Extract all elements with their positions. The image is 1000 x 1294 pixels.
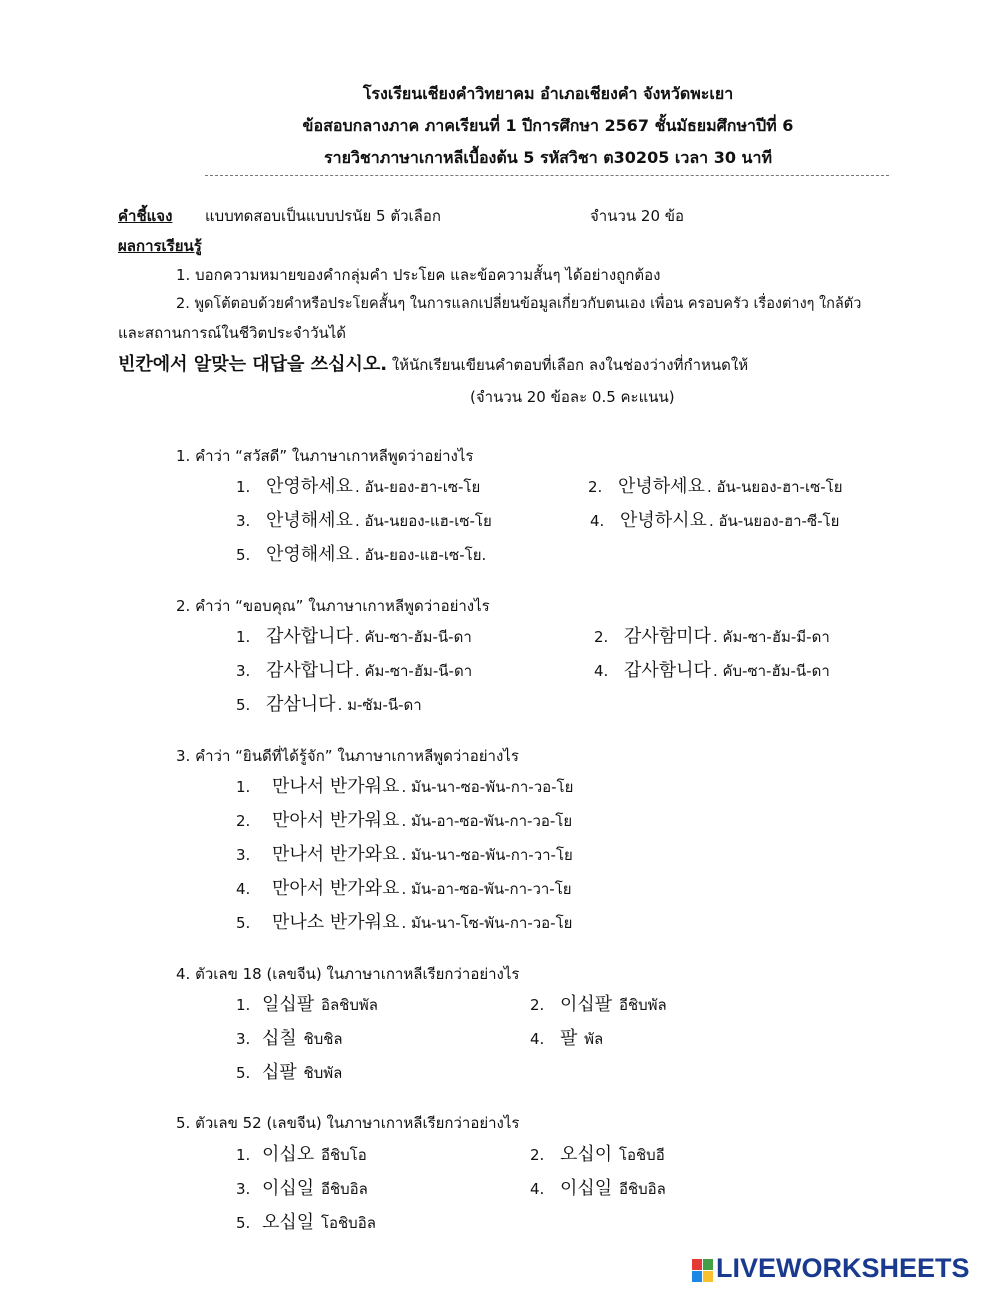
option-thai: . มัน-นา-ซอ-พัน-กา-วอ-โย — [401, 778, 574, 796]
option-number: 5. — [236, 1064, 251, 1082]
q1-option-5[interactable] — [236, 540, 486, 567]
option-number: 2. — [530, 996, 545, 1014]
option-number: 3. — [236, 846, 251, 864]
option-thai: . คับ-ซา-ฮัม-นี-ดา — [354, 628, 472, 646]
instructions-text: แบบทดสอบเป็นแบบปรนัย 5 ตัวเลือก — [205, 207, 441, 225]
outcomes-label: ผลการเรียนรู้ — [118, 237, 202, 255]
option-number: 5. — [236, 546, 251, 564]
school-name: โรงเรียนเชียงคำวิทยาคม อำเภอเชียงคำ จังหวัดพะเยา — [362, 84, 734, 103]
outcome-2: 2. พูดโต้ตอบด้วยคำหรือประโยคสั้นๆ ในการแลกเปลี่ยนข้อมูลเกี่ยวกับตนเอง เพื่อน ครอบครัว เรื่องต่างๆ ใกล้ตัว — [176, 296, 862, 312]
question-1: 1. คำว่า “สวัสดี” ในภาษาเกาหลีพูดว่าอย่างไร — [176, 447, 474, 465]
option-number: 5. — [236, 914, 251, 932]
q1-option-2[interactable] — [588, 472, 843, 499]
subject-line: รายวิชาภาษาเกาหลีเบื้องต้น 5 รหัสวิชา ต30205 เวลา 30 นาที — [323, 148, 773, 167]
question-5: 5. ตัวเลข 52 (เลขจีน) ในภาษาเกาหลีเรียกว่าอย่างไร — [176, 1114, 520, 1132]
q3-option-2[interactable] — [236, 806, 572, 833]
option-number: 3. — [236, 512, 251, 530]
q4-option-5[interactable] — [236, 1058, 342, 1085]
question-4: 4. ตัวเลข 18 (เลขจีน) ในภาษาเกาหลีเรียกว่าอย่างไร — [176, 965, 520, 983]
option-korean: 만아서 반가워요 — [272, 810, 400, 831]
option-number: 5. — [236, 696, 251, 714]
option-thai: . ม-ซัม-นี-ดา — [337, 696, 422, 714]
korean-instruction: 빈칸에서 알맞는 대답을 쓰십시오. — [118, 354, 388, 375]
outcome-2-cont: และสถานการณ์ในชีวิตประจำวันได้ — [118, 324, 347, 342]
outcome-1: 1. บอกความหมายของคำกลุ่มคำ ประโยค และข้อความสั้นๆ ได้อย่างถูกต้อง — [176, 266, 661, 284]
option-thai: . อัน-ยอง-แฮ-เซ-โย. — [354, 546, 487, 564]
instructions-label: คำชี้แจง — [118, 207, 173, 225]
q3-option-3[interactable] — [236, 840, 573, 867]
q2-option-5[interactable] — [236, 690, 422, 717]
option-korean: 만나소 반가워요 — [272, 912, 400, 933]
option-korean: 안녕하세요 — [618, 476, 705, 497]
option-korean: 이십일 — [560, 1178, 613, 1199]
option-thai: โอชิบอี — [614, 1146, 665, 1164]
option-thai: อีชิบพัล — [614, 996, 667, 1014]
option-number: 4. — [236, 880, 251, 898]
answer-instruction — [118, 350, 748, 377]
option-thai: . คัม-ซา-ฮัม-นี-ดา — [354, 662, 473, 680]
option-thai: . มัน-อา-ซอ-พัน-กา-วอ-โย — [401, 812, 573, 830]
q3-option-4[interactable] — [236, 874, 572, 901]
option-thai: อิลชิบพัล — [316, 996, 378, 1014]
option-number: 3. — [236, 1180, 251, 1198]
q4-option-2[interactable] — [530, 990, 667, 1017]
option-number: 1. — [236, 996, 251, 1014]
score-note: (จำนวน 20 ข้อละ 0.5 คะแนน) — [470, 388, 675, 406]
option-korean: 안녕해세요 — [266, 510, 353, 531]
option-korean: 감삼니다 — [266, 694, 336, 715]
option-korean: 이십일 — [262, 1178, 315, 1199]
option-korean: 안영하세요 — [266, 476, 353, 497]
option-number: 5. — [236, 1214, 251, 1232]
q3-option-5[interactable] — [236, 908, 572, 935]
liveworksheets-logo[interactable] — [692, 1253, 992, 1287]
option-thai: พัล — [579, 1030, 604, 1048]
thai-instruction: ให้นักเรียนเขียนคำตอบที่เลือก ลงในช่องว่างที่กำหนดให้ — [387, 356, 749, 374]
option-thai: ชิบพัล — [298, 1064, 343, 1082]
option-number: 4. — [590, 512, 605, 530]
question-3: 3. คำว่า “ยินดีที่ได้รู้จัก” ในภาษาเกาหลีพูดว่าอย่างไร — [176, 747, 519, 765]
option-number: 3. — [236, 662, 251, 680]
q1-option-3[interactable] — [236, 506, 492, 533]
option-korean: 감사합니다 — [266, 660, 353, 681]
option-thai: โอชิบอิล — [316, 1214, 376, 1232]
question-count: จำนวน 20 ข้อ — [590, 207, 685, 225]
option-korean: 오십일 — [262, 1212, 315, 1233]
q2-option-1[interactable] — [236, 622, 472, 649]
option-number: 4. — [594, 662, 609, 680]
option-thai: . อัน-ยอง-ฮา-เซ-โย — [354, 478, 481, 496]
option-korean: 안녕하시요 — [620, 510, 707, 531]
q5-option-1[interactable] — [236, 1140, 367, 1167]
option-thai: . คัม-ซา-ฮัม-มี-ดา — [712, 628, 830, 646]
option-korean: 안영해세요 — [266, 544, 353, 565]
q2-option-2[interactable] — [594, 622, 830, 649]
option-thai: . อัน-นยอง-ฮา-เซ-โย — [706, 478, 843, 496]
option-korean: 만아서 반가와요 — [272, 878, 400, 899]
logo-text: LIVEWORKSHEETS — [716, 1253, 970, 1283]
q3-option-1[interactable] — [236, 772, 573, 799]
option-korean: 갑사합니다 — [266, 626, 353, 647]
q4-option-1[interactable] — [236, 990, 378, 1017]
option-thai: . มัน-นา-โซ-พัน-กา-วอ-โย — [401, 914, 573, 932]
option-korean: 이십팔 — [560, 994, 613, 1015]
option-korean: 일십팔 — [262, 994, 315, 1015]
option-thai: . อัน-นยอง-แฮ-เซ-โย — [354, 512, 492, 530]
q4-option-4[interactable] — [530, 1024, 603, 1051]
q1-option-4[interactable] — [590, 506, 839, 533]
q5-option-5[interactable] — [236, 1208, 376, 1235]
option-korean: 갑사함니다 — [624, 660, 711, 681]
option-number: 3. — [236, 1030, 251, 1048]
option-number: 1. — [236, 778, 251, 796]
q1-option-1[interactable] — [236, 472, 480, 499]
q5-option-3[interactable] — [236, 1174, 368, 1201]
option-thai: อีชิบอิล — [316, 1180, 368, 1198]
header-divider — [205, 175, 889, 176]
option-number: 2. — [588, 478, 603, 496]
option-korean: 오십이 — [560, 1144, 613, 1165]
option-thai: . มัน-อา-ซอ-พัน-กา-วา-โย — [401, 880, 572, 898]
option-thai: อีชิบอิล — [614, 1180, 666, 1198]
option-number: 1. — [236, 628, 251, 646]
q5-option-4[interactable] — [530, 1174, 666, 1201]
option-korean: 십팔 — [262, 1062, 297, 1083]
option-korean: 만나서 반가워요 — [272, 776, 400, 797]
option-thai: . คับ-ซา-ฮัม-นี-ดา — [712, 662, 830, 680]
option-korean: 만나서 반가와요 — [272, 844, 400, 865]
q4-option-3[interactable] — [236, 1024, 343, 1051]
question-2: 2. คำว่า “ขอบคุณ” ในภาษาเกาหลีพูดว่าอย่างไร — [176, 597, 490, 615]
option-thai: อีชิบโอ — [316, 1146, 367, 1164]
option-number: 1. — [236, 1146, 251, 1164]
option-number: 2. — [594, 628, 609, 646]
option-thai: . อัน-นยอง-ฮา-ซี-โย — [708, 512, 840, 530]
option-korean: 십칠 — [262, 1028, 297, 1049]
option-thai: . มัน-นา-ซอ-พัน-กา-วา-โย — [401, 846, 573, 864]
q5-option-2[interactable] — [530, 1140, 665, 1167]
q2-option-4[interactable] — [594, 656, 830, 683]
option-number: 4. — [530, 1180, 545, 1198]
option-korean: 감사함미다 — [624, 626, 711, 647]
option-number: 2. — [530, 1146, 545, 1164]
option-number: 2. — [236, 812, 251, 830]
option-number: 1. — [236, 478, 251, 496]
option-thai: ชิบชิล — [298, 1030, 343, 1048]
q2-option-3[interactable] — [236, 656, 472, 683]
exam-title: ข้อสอบกลางภาค ภาคเรียนที่ 1 ปีการศึกษา 2567 ชั้นมัธยมศึกษาปีที่ 6 — [302, 116, 794, 135]
option-number: 4. — [530, 1030, 545, 1048]
logo-blocks-icon — [692, 1259, 714, 1283]
option-korean: 팔 — [560, 1028, 578, 1049]
option-korean: 이십오 — [262, 1144, 315, 1165]
